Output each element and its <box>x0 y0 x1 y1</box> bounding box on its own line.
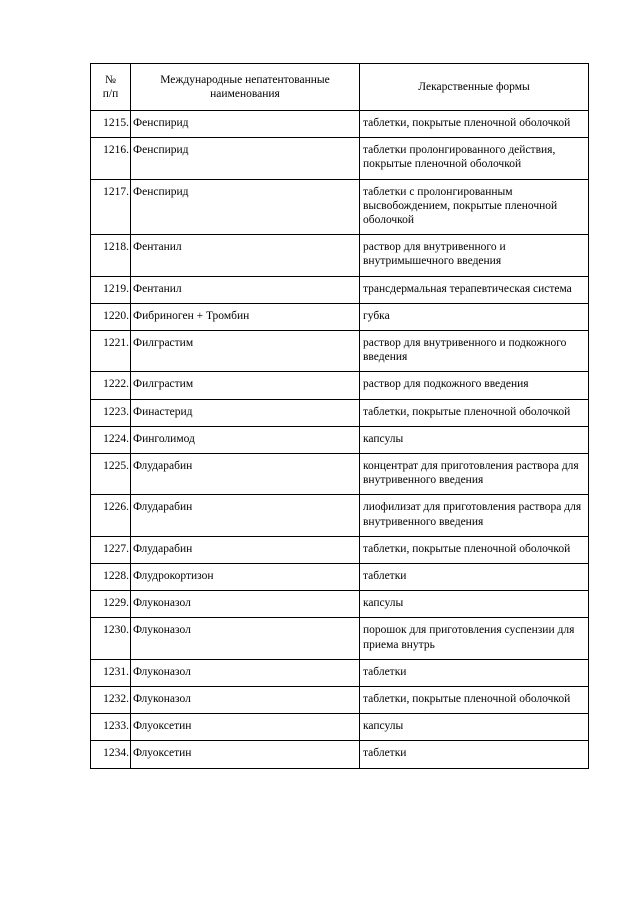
row-number: 1227. <box>91 536 131 563</box>
dosage-form: таблетки, покрытые пленочной оболочкой <box>360 111 589 138</box>
table-row <box>91 659 589 686</box>
dosage-form: лиофилизат для приготовления раствора для внутривенного введения <box>360 495 589 536</box>
dosage-form: раствор для внутривенного и внутримышечного введения <box>360 235 589 276</box>
row-number: 1222. <box>91 372 131 399</box>
table-row <box>91 372 589 399</box>
table-row <box>91 495 589 536</box>
drug-name: Фенспирид <box>131 179 360 235</box>
dosage-form: таблетки, покрытые пленочной оболочкой <box>360 399 589 426</box>
dosage-form: таблетки, покрытые пленочной оболочкой <box>360 536 589 563</box>
table-row <box>91 111 589 138</box>
table-row <box>91 454 589 495</box>
row-number: 1217. <box>91 179 131 235</box>
table-row <box>91 687 589 714</box>
dosage-form: таблетки пролонгированного действия, покрытые пленочной оболочкой <box>360 138 589 179</box>
table-row <box>91 331 589 372</box>
table-row <box>91 138 589 179</box>
dosage-form: таблетки <box>360 741 589 768</box>
row-number: 1225. <box>91 454 131 495</box>
drug-name: Филграстим <box>131 331 360 372</box>
drug-name: Фенспирид <box>131 138 360 179</box>
header-inn-name: Международные непатентованные наименования <box>131 64 360 111</box>
row-number: 1234. <box>91 741 131 768</box>
row-number: 1233. <box>91 714 131 741</box>
dosage-form: капсулы <box>360 591 589 618</box>
table-row <box>91 276 589 303</box>
drug-name: Флудрокортизон <box>131 564 360 591</box>
dosage-form: капсулы <box>360 714 589 741</box>
table-row <box>91 235 589 276</box>
drug-name: Финастерид <box>131 399 360 426</box>
row-number: 1220. <box>91 303 131 330</box>
table-row <box>91 399 589 426</box>
table-row <box>91 591 589 618</box>
table-header-row <box>91 64 589 111</box>
drug-name: Флуоксетин <box>131 741 360 768</box>
drug-name: Флуконазол <box>131 687 360 714</box>
drug-name: Флуконазол <box>131 659 360 686</box>
drug-list-table <box>90 63 589 769</box>
drug-name: Флударабин <box>131 536 360 563</box>
row-number: 1216. <box>91 138 131 179</box>
dosage-form: капсулы <box>360 426 589 453</box>
row-number: 1224. <box>91 426 131 453</box>
dosage-form: концентрат для приготовления раствора для внутривенного введения <box>360 454 589 495</box>
header-dosage-form: Лекарственные формы <box>360 64 589 111</box>
dosage-form: раствор для внутривенного и подкожного введения <box>360 331 589 372</box>
dosage-form: таблетки <box>360 659 589 686</box>
drug-name: Финголимод <box>131 426 360 453</box>
row-number: 1228. <box>91 564 131 591</box>
table-row <box>91 179 589 235</box>
row-number: 1218. <box>91 235 131 276</box>
table-row <box>91 714 589 741</box>
row-number: 1223. <box>91 399 131 426</box>
dosage-form: таблетки с пролонгированным высвобождением, покрытые пленочной оболочкой <box>360 179 589 235</box>
dosage-form: трансдермальная терапевтическая система <box>360 276 589 303</box>
drug-name: Флуконазол <box>131 591 360 618</box>
drug-name: Фентанил <box>131 276 360 303</box>
drug-name: Фенспирид <box>131 111 360 138</box>
row-number: 1219. <box>91 276 131 303</box>
dosage-form: таблетки <box>360 564 589 591</box>
drug-name: Флударабин <box>131 495 360 536</box>
drug-name: Фибриноген + Тромбин <box>131 303 360 330</box>
drug-name: Флуконазол <box>131 618 360 659</box>
drug-name: Флударабин <box>131 454 360 495</box>
row-number: 1229. <box>91 591 131 618</box>
row-number: 1226. <box>91 495 131 536</box>
table-row <box>91 564 589 591</box>
table-row <box>91 741 589 768</box>
row-number: 1230. <box>91 618 131 659</box>
row-number: 1221. <box>91 331 131 372</box>
drug-name: Филграстим <box>131 372 360 399</box>
dosage-form: раствор для подкожного введения <box>360 372 589 399</box>
header-number-label: № п/п <box>102 73 119 100</box>
row-number: 1232. <box>91 687 131 714</box>
table-row <box>91 536 589 563</box>
dosage-form: губка <box>360 303 589 330</box>
drug-name: Флуоксетин <box>131 714 360 741</box>
table-row <box>91 303 589 330</box>
row-number: 1231. <box>91 659 131 686</box>
row-number: 1215. <box>91 111 131 138</box>
dosage-form: порошок для приготовления суспензии для приема внутрь <box>360 618 589 659</box>
dosage-form: таблетки, покрытые пленочной оболочкой <box>360 687 589 714</box>
drug-name: Фентанил <box>131 235 360 276</box>
table-row <box>91 618 589 659</box>
header-number <box>91 64 131 111</box>
table-row <box>91 426 589 453</box>
